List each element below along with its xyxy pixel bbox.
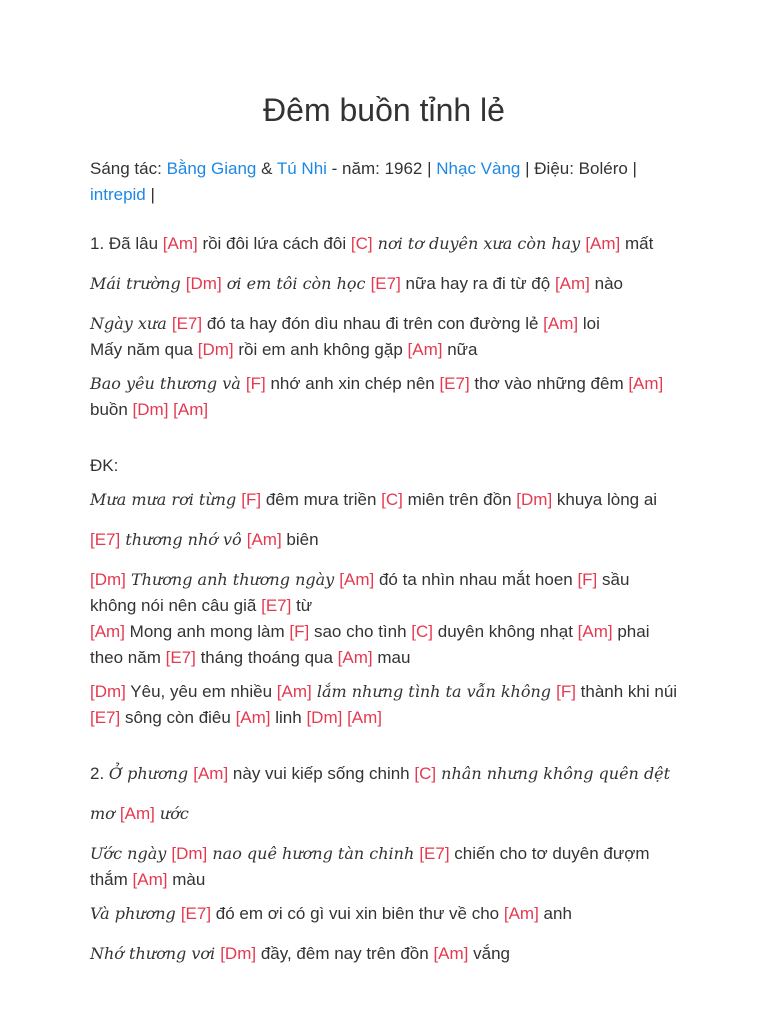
lyric-line <box>90 761 686 787</box>
chord[interactable]: [Dm] <box>220 944 257 963</box>
meta-trail: | <box>150 185 155 204</box>
rhythm-text: | Điệu: Boléro | <box>525 159 637 178</box>
chord[interactable]: [E7] <box>90 708 121 727</box>
chord[interactable]: [Am] <box>276 682 312 701</box>
lyric-text: màu <box>167 870 206 889</box>
lyric-text: rồi đôi lứa cách đôi <box>197 234 351 253</box>
chord[interactable]: [Am] <box>337 648 373 667</box>
lyric-text: mất <box>620 234 654 253</box>
lyric-text: từ <box>291 596 313 615</box>
chord[interactable]: [Am] <box>543 314 579 333</box>
lyric-text: 1. Đã lâu <box>90 234 163 253</box>
lyric-text: mau <box>372 648 411 667</box>
lyric-text: miên trên đồn <box>402 490 517 509</box>
chord[interactable]: [C] <box>381 490 403 509</box>
chord[interactable]: [C] <box>350 234 373 253</box>
chord[interactable]: [Am] <box>132 870 168 889</box>
chord[interactable]: [Am] <box>585 234 621 253</box>
lyrics-body <box>90 231 686 967</box>
genre-link[interactable]: Nhạc Vàng <box>436 159 521 178</box>
lyric-text: sông còn điêu <box>120 708 236 727</box>
chord[interactable]: [F] <box>577 570 598 589</box>
chord[interactable]: [Dm] <box>516 490 553 509</box>
chord[interactable]: [Dm] <box>197 340 234 359</box>
lyric-line <box>90 645 686 671</box>
lyric-text: buồn <box>90 400 133 419</box>
lyric-text: nơi tơ duyên xưa còn hay <box>372 234 586 253</box>
chord[interactable]: [F] <box>556 682 576 701</box>
lyric-text: linh <box>270 708 307 727</box>
composer-link-1[interactable]: Bằng Giang <box>166 159 257 178</box>
lyric-line <box>90 487 686 513</box>
lyric-text: phai <box>612 622 650 641</box>
chord[interactable]: [Am] <box>628 374 664 393</box>
lyric-text: thơ vào những đêm <box>469 374 629 393</box>
song-title: Đêm buồn tỉnh lẻ <box>263 92 505 128</box>
lyric-text: vắng <box>468 944 510 963</box>
lyric-text: Thương anh thương ngày <box>125 570 340 589</box>
lyric-text: anh <box>538 904 572 923</box>
lyric-text: thương nhớ vô <box>120 530 247 549</box>
lyric-text: mơ <box>90 804 120 823</box>
lyric-text: Yêu, yêu em nhiều <box>125 682 277 701</box>
lyric-line <box>90 527 686 553</box>
chord[interactable]: [E7] <box>165 648 196 667</box>
lyric-line <box>90 567 686 593</box>
lyric-line <box>90 311 686 337</box>
chord[interactable]: [Am] <box>119 804 155 823</box>
chord[interactable]: [C] <box>414 764 437 783</box>
lyric-line <box>90 397 686 423</box>
artist-link[interactable]: intrepid <box>90 185 146 204</box>
ampersand: & <box>261 159 273 178</box>
lyric-text: ước <box>154 804 189 823</box>
chord[interactable]: [Am] <box>90 622 125 641</box>
chord[interactable]: [F] <box>241 490 262 509</box>
lyric-text: nhân nhưng không quên dệt <box>436 764 671 783</box>
chord[interactable]: [Am] <box>407 340 443 359</box>
chord[interactable]: [Am] <box>235 708 271 727</box>
lyric-text: sầu <box>597 570 630 589</box>
chord[interactable]: [Am] <box>246 530 282 549</box>
song-meta <box>90 156 686 208</box>
chord[interactable]: [E7] <box>370 274 401 293</box>
chord[interactable]: [Am] <box>339 570 375 589</box>
lyric-line <box>90 337 686 363</box>
lyric-text: lắm nhưng tình ta vẫn không <box>311 682 557 701</box>
lyric-text: Ngày xưa <box>90 314 172 333</box>
chord[interactable]: [E7] <box>171 314 203 333</box>
chord[interactable]: [F] <box>245 374 266 393</box>
lyric-text: nữa hay ra đi từ độ <box>400 274 555 293</box>
lyric-text: Và phương <box>90 904 181 923</box>
lyric-line <box>90 619 686 645</box>
chord[interactable]: [Am] <box>173 400 209 419</box>
lyric-line <box>90 841 686 867</box>
year-text: - năm: 1962 | <box>331 159 432 178</box>
lyric-text: tháng thoáng qua <box>195 648 338 667</box>
lyric-text: chiến cho tơ duyên đượm <box>449 844 650 863</box>
lyric-line <box>90 901 686 927</box>
lyric-text: loi <box>578 314 600 333</box>
lyric-text: ĐK: <box>90 456 119 475</box>
lyric-text: nào <box>589 274 623 293</box>
lyric-text: Mái trường <box>90 274 186 293</box>
lyric-line <box>90 231 686 257</box>
chord[interactable]: [F] <box>289 622 310 641</box>
lyric-line <box>90 801 686 827</box>
chord[interactable]: [E7] <box>419 844 450 863</box>
lyric-text: Ước ngày <box>90 844 172 863</box>
lyric-line <box>90 371 686 397</box>
chord[interactable]: [C] <box>411 622 434 641</box>
lyric-line <box>90 705 686 731</box>
composer-link-2[interactable]: Tú Nhi <box>276 159 327 178</box>
lyric-text: 2. <box>90 764 109 783</box>
chord[interactable]: [Dm] <box>132 400 169 419</box>
chord[interactable]: [Dm] <box>185 274 222 293</box>
lyric-text: thắm <box>90 870 133 889</box>
lyric-line <box>90 271 686 297</box>
chord[interactable]: [Dm] <box>90 570 126 589</box>
lyric-text: rồi em anh không gặp <box>233 340 408 359</box>
lyric-line <box>90 941 686 967</box>
chord[interactable]: [E7] <box>90 530 121 549</box>
lyric-line <box>90 867 686 893</box>
lyric-line <box>90 453 686 479</box>
chord[interactable]: [Am] <box>433 944 469 963</box>
lyric-text: Bao yêu thương và <box>90 374 246 393</box>
lyric-text: theo năm <box>90 648 166 667</box>
chord[interactable]: [Am] <box>162 234 198 253</box>
chord[interactable]: [Dm] <box>306 708 343 727</box>
composer-label: Sáng tác: <box>90 159 162 178</box>
lyric-text: khuya lòng ai <box>552 490 658 509</box>
lyric-text: đó ta hay đón dìu nhau đi trên con đường lẻ <box>202 314 544 333</box>
chord[interactable]: [Am] <box>503 904 539 923</box>
lyric-text: Nhớ thương vơi <box>90 944 221 963</box>
lyric-text: đó ta nhìn nhau mắt hoen <box>374 570 578 589</box>
chord[interactable]: [Am] <box>577 622 613 641</box>
chord[interactable]: [E7] <box>261 596 292 615</box>
lyric-text: sao cho tình <box>309 622 412 641</box>
chord[interactable]: [Dm] <box>90 682 126 701</box>
lyric-text: nao quê hương tàn chinh <box>207 844 420 863</box>
chord[interactable]: [Am] <box>554 274 590 293</box>
lyric-text: không nói nên câu giã <box>90 596 262 615</box>
lyric-text: Ở phương <box>108 764 194 783</box>
lyric-line <box>90 679 686 705</box>
lyric-text: đêm mưa triền <box>261 490 382 509</box>
lyric-line <box>90 593 686 619</box>
lyric-text: nhớ anh xin chép nên <box>265 374 440 393</box>
chord[interactable]: [E7] <box>439 374 470 393</box>
lyric-text: này vui kiếp sống chinh <box>228 764 415 783</box>
lyric-text: thành khi núi <box>575 682 678 701</box>
chord[interactable]: [Dm] <box>171 844 208 863</box>
lyric-text: biên <box>281 530 319 549</box>
chord[interactable]: [Am] <box>347 708 383 727</box>
lyric-text: duyên không nhạt <box>433 622 578 641</box>
lyric-text: Mong anh mong làm <box>124 622 290 641</box>
lyric-text: đó em ơi có gì vui xin biên thư về cho <box>211 904 504 923</box>
chord[interactable]: [E7] <box>180 904 212 923</box>
lyric-text: ơi em tôi còn học <box>221 274 371 293</box>
lyric-text: Mưa mưa rơi từng <box>90 490 242 509</box>
lyric-text: đầy, đêm nay trên đồn <box>256 944 434 963</box>
lyric-text: nữa <box>442 340 478 359</box>
lyric-text: Mấy năm qua <box>90 340 198 359</box>
chord[interactable]: [Am] <box>193 764 229 783</box>
